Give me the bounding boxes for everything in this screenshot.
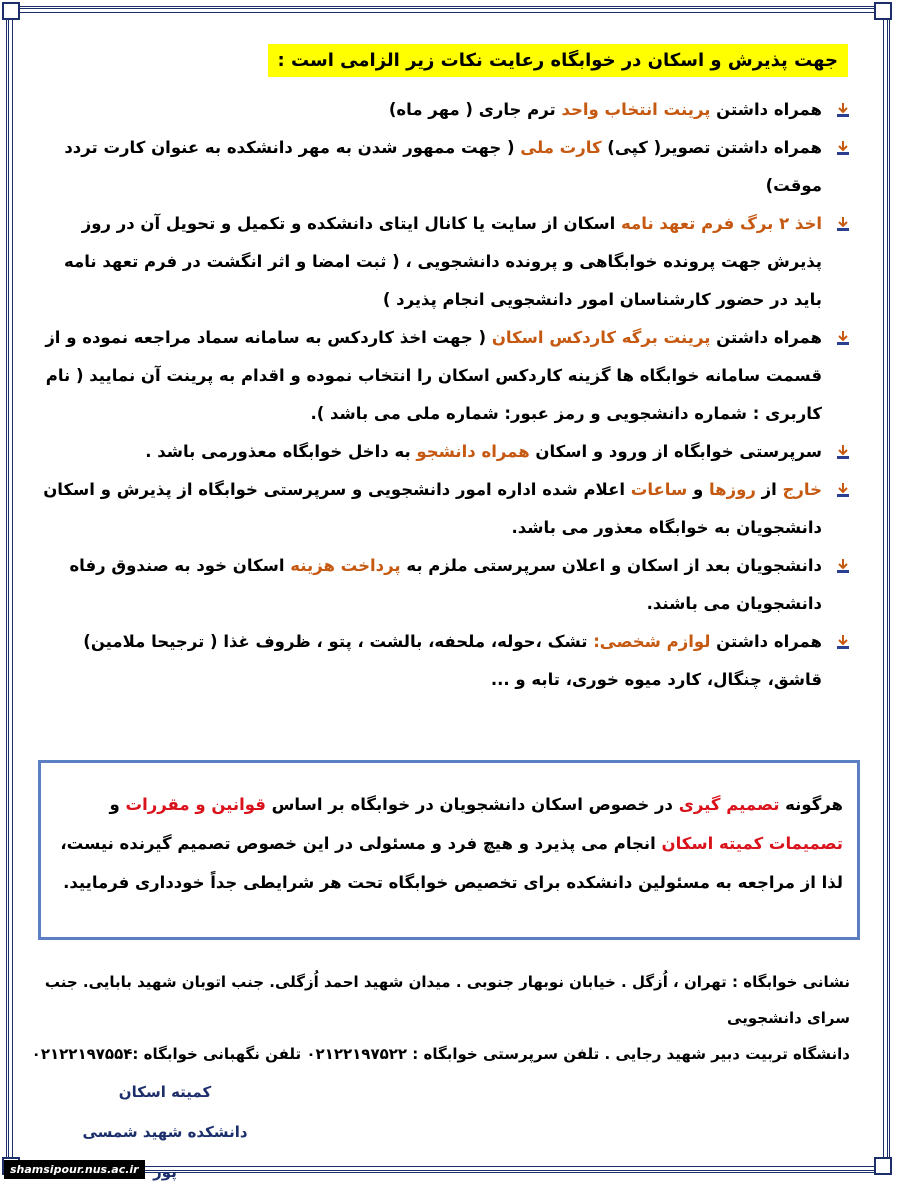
list-item — [34, 433, 850, 471]
list-item — [34, 547, 850, 623]
warning-box — [38, 760, 860, 940]
arrow-bullet-icon — [836, 216, 850, 232]
notice-highlight: تصمیم گیری — [678, 795, 780, 814]
faculty-name: دانشکده شهید شمسی پور — [82, 1123, 248, 1181]
notice-highlight: قوانین و مقررات — [125, 795, 266, 814]
item-text: اسکان از سایت یا کانال ایتای دانشکده و تکمیل و تحویل آن در روز پذیرش جهت پرونده خوابگاهی و پرونده دانشجویی ، ( ثبت امضا و اثر انگشت در فرم تعهد نامه باید در حضور کارشناسان امور دانشجویی انجام پذیرد ) — [63, 214, 822, 309]
item-text: تشک ،حوله، ملحفه، بالشت ، پتو ، ظروف غذا ( ترجیحا ملامین) قاشق، چنگال، کارد میوه خوری، تابه و ... — [83, 632, 822, 689]
list-item — [34, 471, 850, 547]
item-text: ( جهت ممهور شدن به مهر دانشکده به عنوان کارت تردد موقت) — [64, 138, 822, 195]
list-item — [34, 129, 850, 205]
item-highlight: لوازم شخصی: — [593, 632, 711, 651]
arrow-bullet-icon — [836, 330, 850, 346]
list-item — [34, 623, 850, 699]
notice-text: هرگونه — [779, 795, 843, 814]
item-text: همراه داشتن تصویر( کپی) — [601, 138, 822, 157]
corner-ornament — [2, 2, 20, 20]
item-text: دانشجویان بعد از اسکان و اعلان سرپرستی ملزم به — [400, 556, 822, 575]
item-text: اعلام شده اداره امور دانشجویی و سرپرستی خوابگاه از پذیرش و اسکان دانشجویان به خوابگاه معذور می باشد. — [43, 480, 822, 537]
arrow-bullet-icon — [836, 482, 850, 498]
dormitory-address — [30, 964, 850, 1072]
item-highlight: همراه دانشجو — [416, 442, 530, 461]
item-text: و — [687, 480, 709, 499]
notice-text: در خصوص اسکان دانشجویان در خوابگاه بر اساس — [265, 795, 679, 814]
item-text: اسکان خود به صندوق رفاه دانشجویان می باشند. — [69, 556, 822, 613]
item-highlight: خارج — [782, 480, 822, 499]
item-highlight: پرینت انتخاب واحد — [561, 100, 711, 119]
item-text: همراه داشتن — [710, 328, 822, 347]
item-text: همراه داشتن — [710, 100, 822, 119]
arrow-bullet-icon — [836, 444, 850, 460]
corner-ornament — [874, 2, 892, 20]
item-text: از — [755, 480, 783, 499]
committee-name: کمیته اسکان — [118, 1083, 212, 1101]
list-item — [34, 91, 850, 129]
arrow-bullet-icon — [836, 558, 850, 574]
arrow-bullet-icon — [836, 102, 850, 118]
item-highlight: اخذ ۲ برگ فرم تعهد نامه — [621, 214, 822, 233]
list-item — [34, 205, 850, 319]
notice-text: و — [109, 795, 126, 814]
notice-highlight: تصمیمات کمیته اسکان — [661, 834, 843, 853]
item-text: همراه داشتن — [710, 632, 822, 651]
item-highlight: روزها — [708, 480, 756, 499]
item-highlight: ساعات — [630, 480, 688, 499]
page-heading: جهت پذیرش و اسکان در خوابگاه رعایت نکات زیر الزامی است : — [268, 44, 848, 77]
notice-text: انجام می پذیرد و هیچ فرد و مسئولی در این خصوص تصمیم گیرنده نیست، لذا از مراجعه به مسئولین دانشکده برای تخصیص خوابگاه تحت هر شرایطی جداً خودداری فرمایید. — [60, 834, 843, 892]
phone-line: دانشگاه تربیت دبیر شهید رجایی . تلفن سرپرستی خوابگاه : ۰۲۱۲۲۱۹۷۵۲۲ تلفن نگهبانی خوابگاه :۰۲۱۲۲۱۹۷۵۵۴ — [31, 1045, 850, 1063]
item-text: سرپرستی خوابگاه از ورود و اسکان — [529, 442, 822, 461]
item-highlight: پرداخت هزینه — [290, 556, 401, 575]
arrow-bullet-icon — [836, 140, 850, 156]
item-text: ( جهت اخذ کاردکس به سامانه سماد مراجعه نموده و از قسمت سامانه خوابگاه ها گزینه کاردکس اسکان را انتخاب نموده و اقدام به پرینت آن نمایید ( نام کاربری : شماره دانشجویی و رمز عبور: شماره ملی می باشد ). — [45, 328, 822, 423]
item-text: به داخل خوابگاه معذورمی باشد . — [145, 442, 417, 461]
arrow-bullet-icon — [836, 634, 850, 650]
item-highlight: کارت ملی — [520, 138, 602, 157]
item-text: ترم جاری ( مهر ماه) — [388, 100, 562, 119]
corner-ornament — [874, 1157, 892, 1175]
address-line: نشانی خوابگاه : تهران ، اُزگل . خیابان نوبهار جنوبی . میدان شهید احمد اُزگلی. جنب اتوبان شهید بابایی. جنب سرای دانشجویی — [44, 973, 850, 1027]
item-highlight: پرینت برگه کاردکس اسکان — [491, 328, 711, 347]
requirements-list — [34, 91, 850, 699]
notice-body — [34, 44, 850, 699]
website-tag: shamsipour.nus.ac.ir — [4, 1160, 145, 1179]
list-item — [34, 319, 850, 433]
